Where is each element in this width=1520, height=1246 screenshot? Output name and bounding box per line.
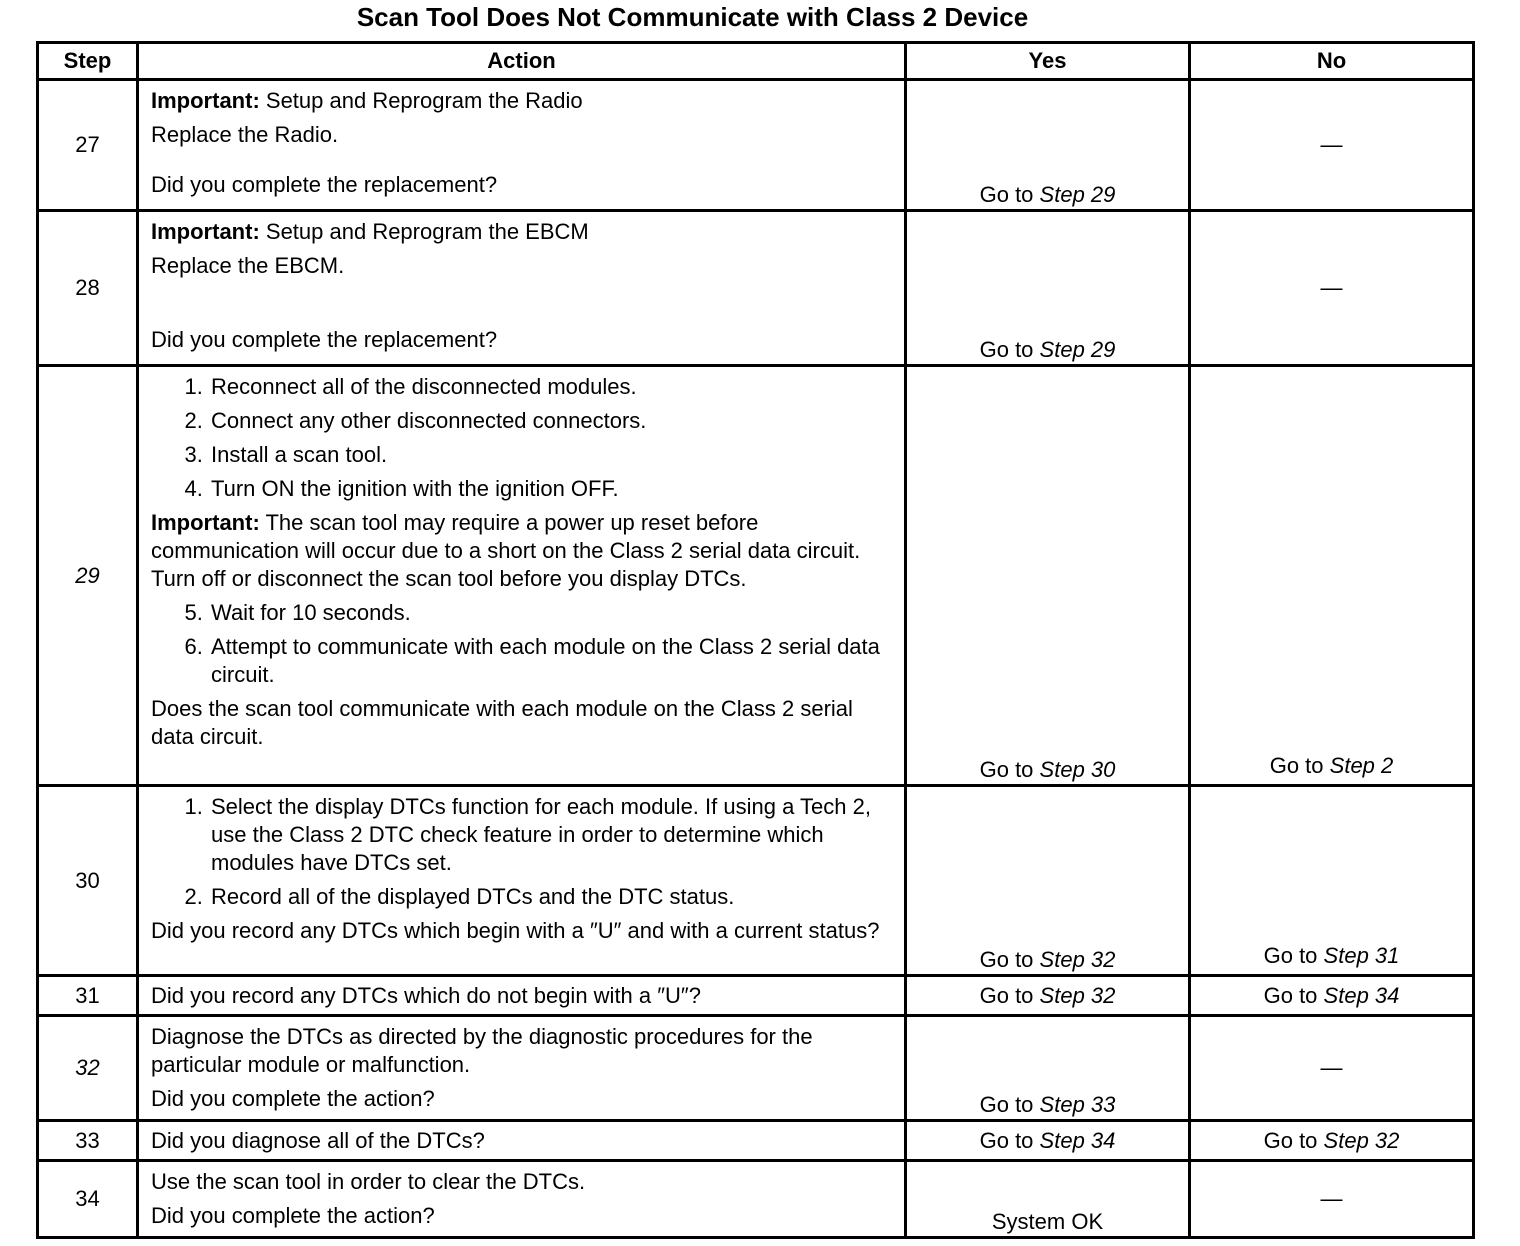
- goto-label: Go to: [979, 1092, 1034, 1117]
- yes-cell: [906, 1121, 1190, 1161]
- action-cell: [138, 80, 906, 211]
- header-yes: Yes: [906, 43, 1190, 80]
- no-cell: [1190, 211, 1474, 366]
- action-cell: [138, 1016, 906, 1121]
- yes-cell: [906, 1016, 1190, 1121]
- action-cell: [138, 1161, 906, 1238]
- system-ok-text: System OK: [991, 1209, 1104, 1234]
- procedure-list: [151, 599, 892, 689]
- goto-step-link[interactable]: Step 30: [1039, 757, 1116, 782]
- diagnostic-table: [36, 41, 1475, 1239]
- question-text: Did you complete the action?: [151, 1203, 435, 1228]
- question-text: Did you complete the action?: [151, 1086, 435, 1111]
- goto-step-link[interactable]: Step 29: [1039, 182, 1116, 207]
- question-text: Did you diagnose all of the DTCs?: [151, 1127, 485, 1153]
- step-number: 31: [38, 976, 138, 1016]
- list-item: 3. Install a scan tool.: [209, 441, 892, 469]
- table-row: [38, 80, 1474, 211]
- goto-label: Go to: [979, 947, 1034, 972]
- action-cell: [138, 211, 906, 366]
- goto-step-link[interactable]: Step 31: [1323, 943, 1400, 968]
- procedure-list: [151, 793, 892, 911]
- no-cell: [1190, 1161, 1474, 1238]
- important-note: [151, 218, 892, 246]
- header-no: No: [1190, 43, 1474, 80]
- header-step: Step: [38, 43, 138, 80]
- goto-step-link[interactable]: Step 32: [1039, 947, 1116, 972]
- goto-label: Go to: [1269, 753, 1324, 778]
- table-row: [38, 1016, 1474, 1121]
- action-cell: [138, 786, 906, 976]
- step-number: 32: [38, 1016, 138, 1121]
- important-label: Important:: [151, 510, 260, 535]
- no-cell: [1190, 366, 1474, 786]
- list-item: 4. Turn ON the ignition with the ignition OFF.: [209, 475, 892, 503]
- action-cell: [138, 1121, 906, 1161]
- no-action-dash: —: [1320, 132, 1343, 157]
- goto-step-link[interactable]: Step 33: [1039, 1092, 1116, 1117]
- table-row: [38, 366, 1474, 786]
- goto-label: Go to: [1263, 943, 1318, 968]
- question-text: Did you record any DTCs which do not begin with a ″U″?: [151, 982, 701, 1008]
- no-cell: [1190, 80, 1474, 211]
- goto-step-link[interactable]: Step 34: [1039, 1127, 1116, 1153]
- header-action: Action: [138, 43, 906, 80]
- step-number: 28: [38, 211, 138, 366]
- yes-cell: [906, 1161, 1190, 1238]
- table-row: [38, 211, 1474, 366]
- goto-step-link[interactable]: Step 32: [1323, 1127, 1400, 1153]
- important-label: Important:: [151, 88, 260, 113]
- action-text: Use the scan tool in order to clear the DTCs.: [151, 1169, 586, 1194]
- yes-cell: [906, 366, 1190, 786]
- yes-cell: [906, 211, 1190, 366]
- goto-step-link[interactable]: Step 29: [1039, 337, 1116, 362]
- header-row: [38, 43, 1474, 80]
- important-note: [151, 87, 892, 115]
- question-text: Did you record any DTCs which begin with a ″U″ and with a current status?: [151, 918, 880, 943]
- no-cell: [1190, 1121, 1474, 1161]
- action-cell: [138, 976, 906, 1016]
- yes-cell: [906, 80, 1190, 211]
- goto-label: Go to: [979, 757, 1034, 782]
- goto-label: Go to: [979, 982, 1034, 1008]
- no-action-dash: —: [1320, 1055, 1343, 1080]
- step-number: 30: [38, 786, 138, 976]
- important-text: Setup and Reprogram the Radio: [265, 88, 583, 113]
- table-row: [38, 1121, 1474, 1161]
- no-cell: [1190, 786, 1474, 976]
- table-row: [38, 786, 1474, 976]
- action-text: Replace the EBCM.: [151, 253, 345, 278]
- list-item: 5. Wait for 10 seconds.: [209, 599, 892, 627]
- goto-label: Go to: [979, 182, 1034, 207]
- no-action-dash: —: [1320, 275, 1343, 300]
- yes-cell: [906, 786, 1190, 976]
- no-action-dash: —: [1320, 1186, 1343, 1211]
- goto-label: Go to: [1263, 982, 1318, 1008]
- table-row: [38, 976, 1474, 1016]
- step-number: 27: [38, 80, 138, 211]
- important-text: The scan tool may require a power up reset before communication will occur due to a short on the Class 2 serial data circuit. Turn off or disconnect the scan tool before you display DTCs.: [151, 510, 861, 591]
- list-item: 2. Connect any other disconnected connectors.: [209, 407, 892, 435]
- question-text: Did you complete the replacement?: [151, 172, 498, 197]
- goto-label: Go to: [979, 1127, 1034, 1153]
- action-text: Replace the Radio.: [151, 122, 339, 147]
- important-note: [151, 509, 892, 593]
- step-number: 34: [38, 1161, 138, 1238]
- action-text: Diagnose the DTCs as directed by the diagnostic procedures for the particular module or malfunction.: [151, 1024, 813, 1077]
- question-text: Did you complete the replacement?: [151, 327, 498, 352]
- page-title: Scan Tool Does Not Communicate with Class 2 Device: [356, 2, 1029, 32]
- table-row: [38, 1161, 1474, 1238]
- no-cell: [1190, 1016, 1474, 1121]
- list-item: 6. Attempt to communicate with each module on the Class 2 serial data circuit.: [209, 633, 892, 689]
- goto-step-link[interactable]: Step 32: [1039, 982, 1116, 1008]
- important-text: Setup and Reprogram the EBCM: [265, 219, 589, 244]
- goto-step-link[interactable]: Step 34: [1323, 982, 1400, 1008]
- list-item: 1. Reconnect all of the disconnected modules.: [209, 373, 892, 401]
- yes-cell: [906, 976, 1190, 1016]
- no-cell: [1190, 976, 1474, 1016]
- goto-step-link[interactable]: Step 2: [1329, 753, 1394, 778]
- goto-label: Go to: [979, 337, 1034, 362]
- list-item: 1. Select the display DTCs function for each module. If using a Tech 2, use the Class 2 DTC check feature in order to determine which modules have DTCs set.: [209, 793, 892, 877]
- action-cell: [138, 366, 906, 786]
- question-text: Does the scan tool communicate with each module on the Class 2 serial data circuit.: [151, 696, 853, 749]
- list-item: 2. Record all of the displayed DTCs and the DTC status.: [209, 883, 892, 911]
- step-number: 29: [38, 366, 138, 786]
- goto-label: Go to: [1263, 1127, 1318, 1153]
- important-label: Important:: [151, 219, 260, 244]
- step-number: 33: [38, 1121, 138, 1161]
- procedure-list: [151, 373, 892, 503]
